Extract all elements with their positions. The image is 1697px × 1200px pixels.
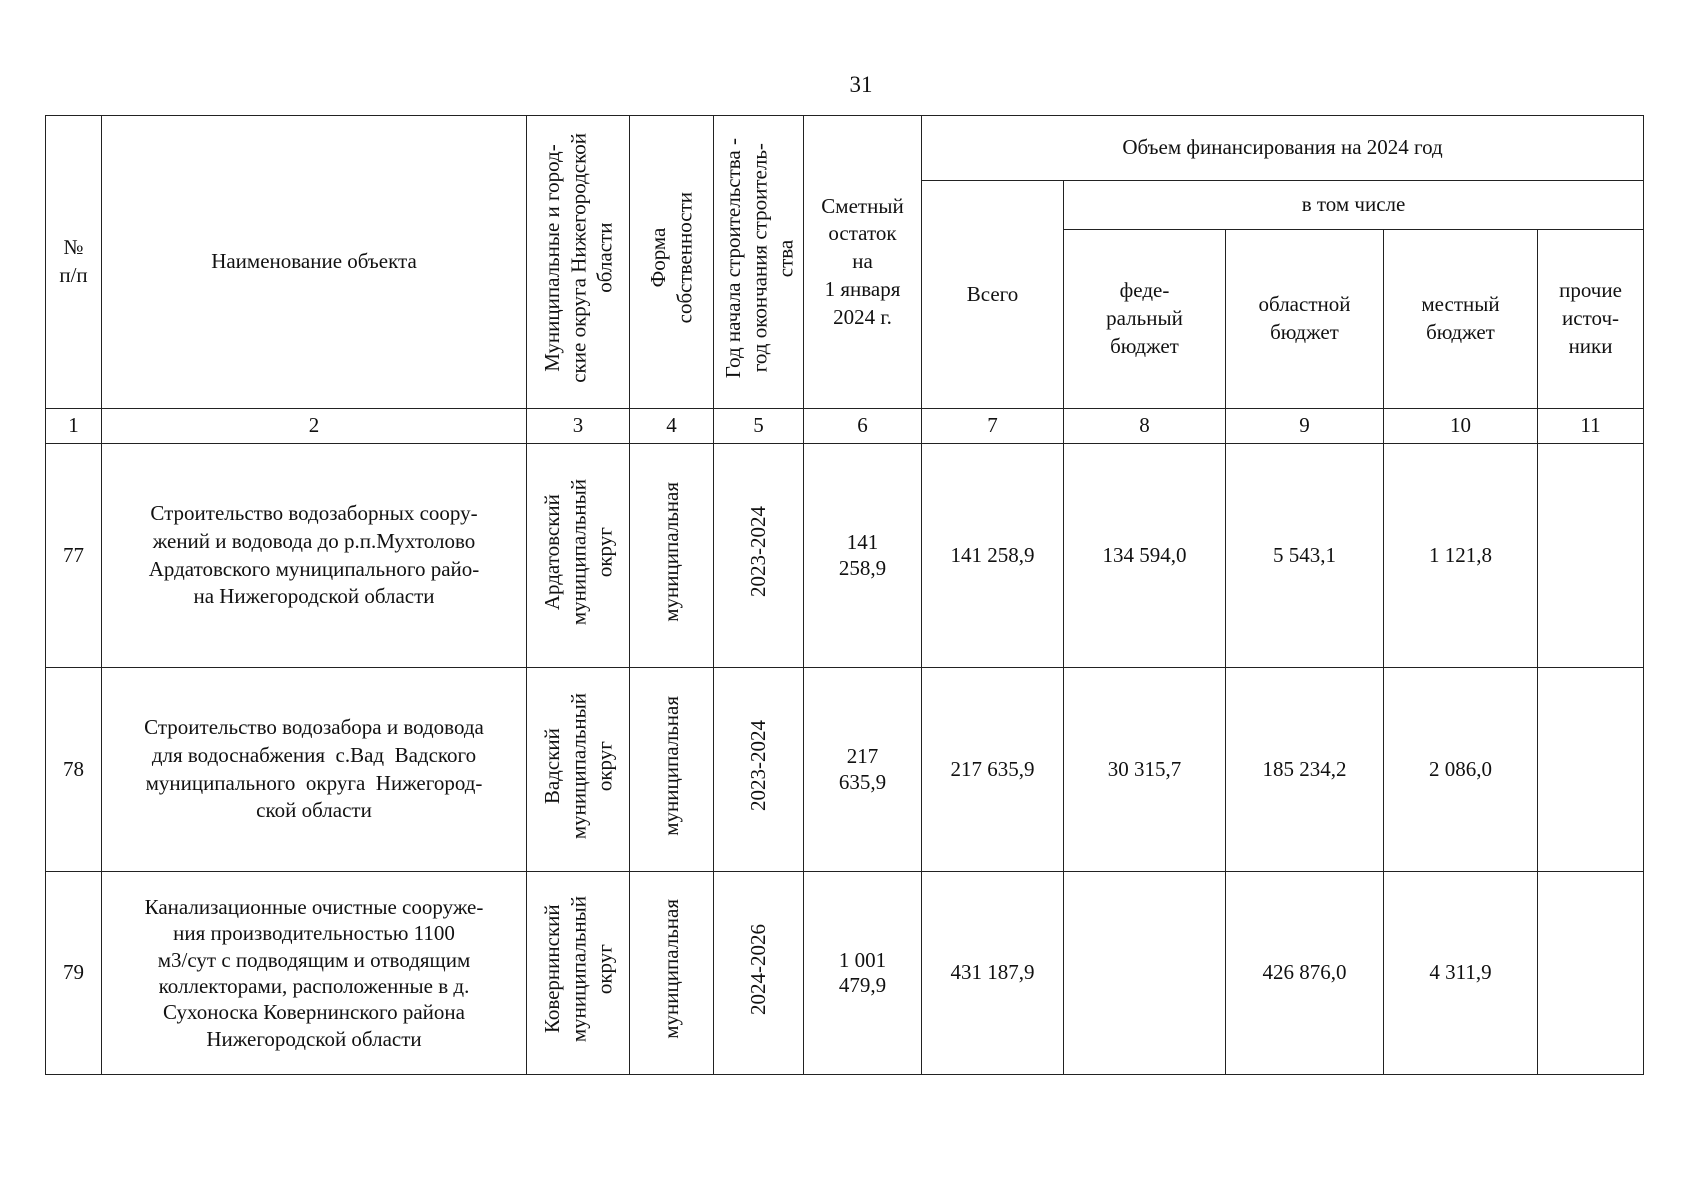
row-ownership: муниципальная [630,872,714,1075]
row-federal: 30 315,7 [1064,668,1226,872]
column-number: 11 [1538,409,1644,444]
column-number: 9 [1226,409,1384,444]
page-number: 31 [849,72,873,97]
column-numbers-row [46,409,1644,444]
header-total: Всего [922,181,1064,409]
row-num: 79 [46,872,102,1075]
table-row [46,872,1644,1075]
row-years: 2024-2026 [714,872,804,1075]
row-regional: 185 234,2 [1226,668,1384,872]
row-estimate: 141 258,9 [804,444,922,668]
row-municipality: Ковернинский муниципальный округ [527,872,630,1075]
header-municipality: Муниципальные и город- ские округа Нижегородской области [527,116,630,409]
row-other [1538,872,1644,1075]
row-years: 2023-2024 [714,444,804,668]
row-total: 431 187,9 [922,872,1064,1075]
row-num: 78 [46,668,102,872]
header-ownership: Форма собственности [630,116,714,409]
row-local: 1 121,8 [1384,444,1538,668]
row-local: 4 311,9 [1384,872,1538,1075]
financing-table [45,115,1644,1075]
row-ownership: муниципальная [630,668,714,872]
column-number: 8 [1064,409,1226,444]
row-regional: 5 543,1 [1226,444,1384,668]
column-number: 2 [102,409,527,444]
row-other [1538,668,1644,872]
row-object-name: Канализационные очистные сооруже- ния производительностью 1100 м3/сут с подводящим и отводящим коллекторами, расположенные в д. Сухоноска Ковернинского района Нижегородской области [102,872,527,1075]
column-number: 1 [46,409,102,444]
header-local: местный бюджет [1384,230,1538,409]
row-total: 217 635,9 [922,668,1064,872]
row-object-name: Строительство водозаборных соору- жений и водовода до р.п.Мухтолово Ардатовского муниципального райо- на Нижегородской области [102,444,527,668]
column-number: 5 [714,409,804,444]
header-regional: областной бюджет [1226,230,1384,409]
header-years: Год начала строительства - год окончания строитель- ства [714,116,804,409]
column-number: 7 [922,409,1064,444]
header-num: № п/п [46,116,102,409]
table-row [46,668,1644,872]
row-municipality: Ардатовский муниципальный округ [527,444,630,668]
row-num: 77 [46,444,102,668]
row-local: 2 086,0 [1384,668,1538,872]
row-years: 2023-2024 [714,668,804,872]
row-total: 141 258,9 [922,444,1064,668]
row-estimate: 217 635,9 [804,668,922,872]
row-municipality: Вадский муниципальный округ [527,668,630,872]
row-federal: 134 594,0 [1064,444,1226,668]
table-row [46,444,1644,668]
row-other [1538,444,1644,668]
header-name: Наименование объекта [102,116,527,409]
column-number: 10 [1384,409,1538,444]
header-including: в том числе [1064,181,1644,230]
header-federal: феде- ральный бюджет [1064,230,1226,409]
row-regional: 426 876,0 [1226,872,1384,1075]
column-number: 3 [527,409,630,444]
header-estimate: Сметный остаток на 1 января 2024 г. [804,116,922,409]
column-number: 4 [630,409,714,444]
column-number: 6 [804,409,922,444]
row-ownership: муниципальная [630,444,714,668]
header-other: прочие источ- ники [1538,230,1644,409]
header-funding-title: Объем финансирования на 2024 год [922,116,1644,181]
row-estimate: 1 001 479,9 [804,872,922,1075]
row-object-name: Строительство водозабора и водовода для водоснабжения с.Вад Вадского муниципального округа Нижегород- ской области [102,668,527,872]
row-federal [1064,872,1226,1075]
